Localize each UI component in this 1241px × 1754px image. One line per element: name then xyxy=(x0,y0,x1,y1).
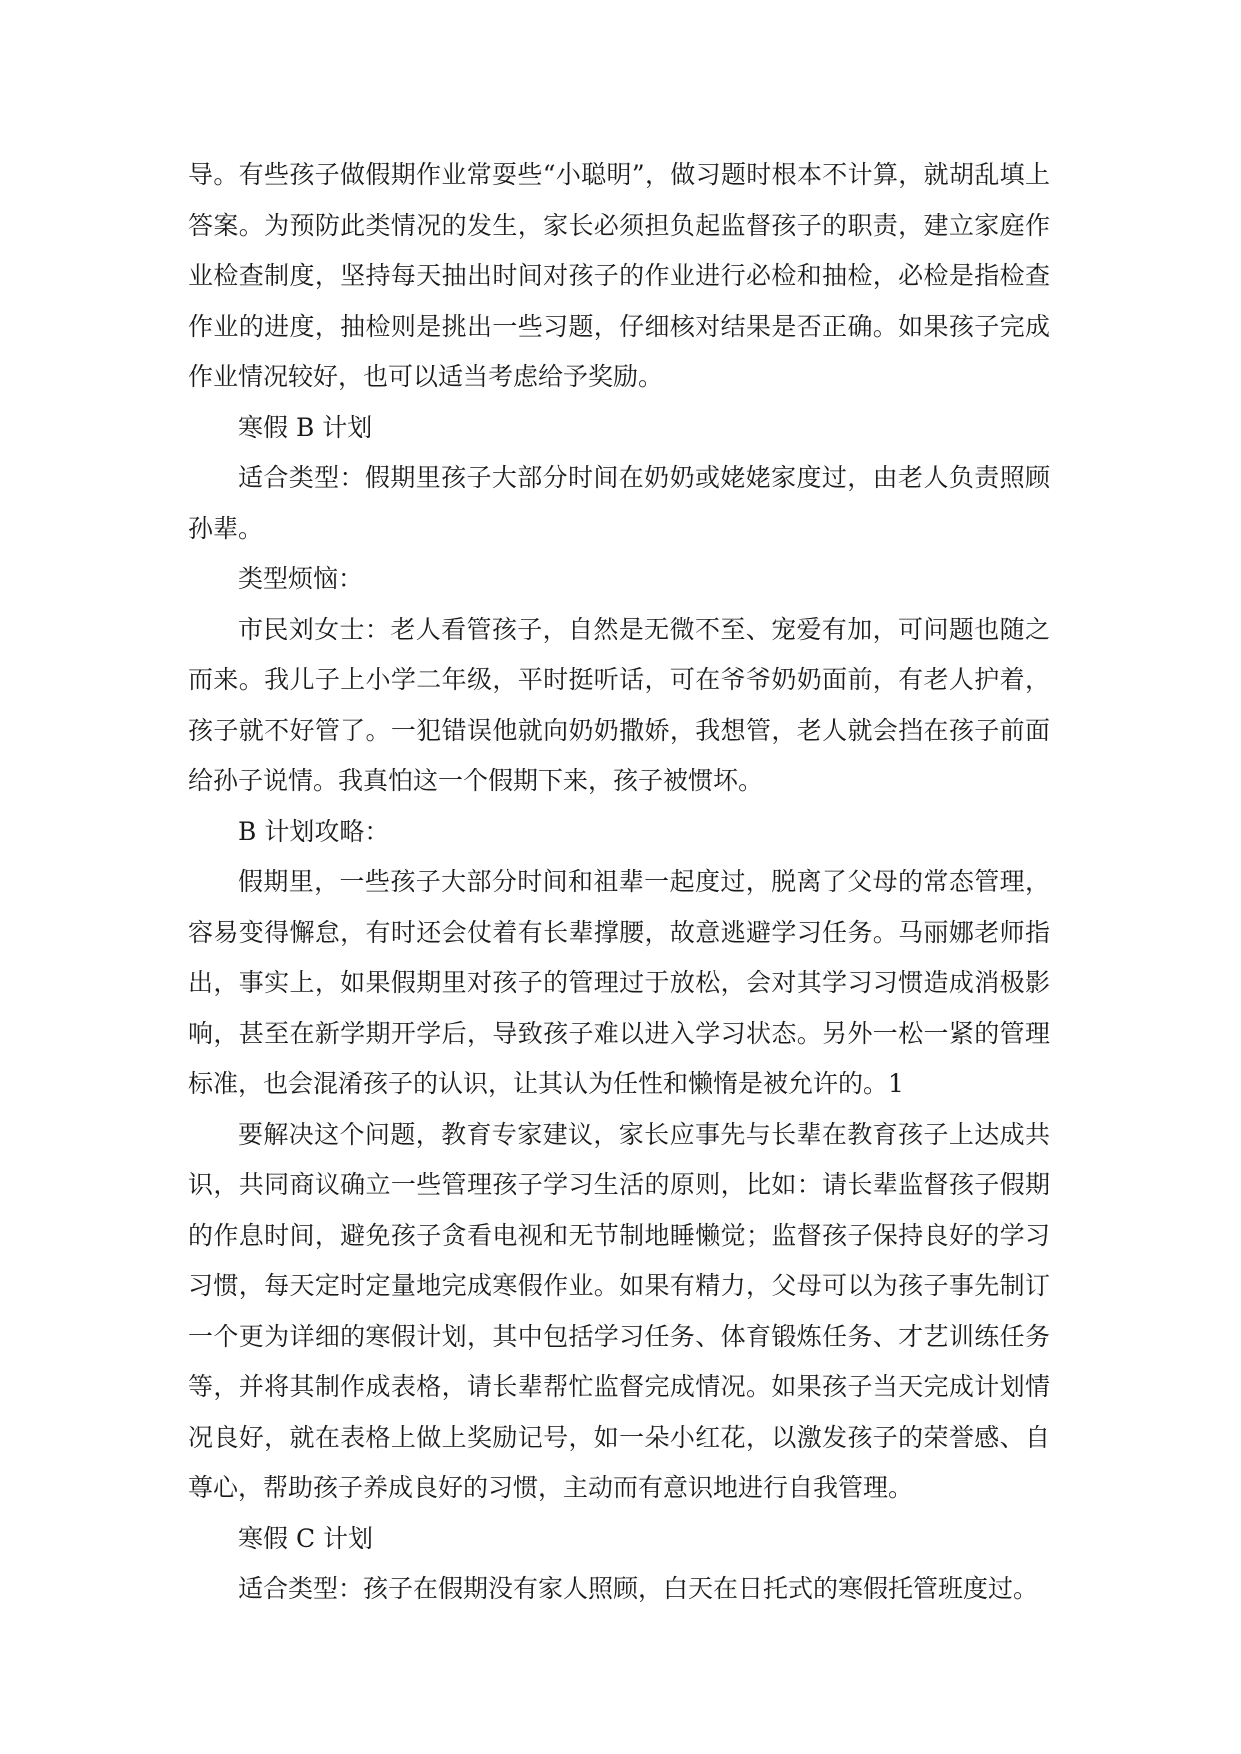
heading-plan-b: 寒假 B 计划 xyxy=(238,412,373,442)
paragraph-plan-b-analysis: 假期里，一些孩子大部分时间和祖辈一起度过，脱离了父母的常态管理，容易变得懈怠，有时还会仗着有长辈撑腰，故意逃避学习任务。马丽娜老师指出，事实上，如果假期里对孩子的管理过于放松，会对其学习习惯造成消极影响，甚至在新学期开学后，导致孩子难以进入学习状态。另外一松一紧的管理标准，也会混淆孩子的认识，让其认为任性和懒惰是被允许的。1 xyxy=(188,867,1050,1098)
heading-plan-c: 寒假 C 计划 xyxy=(238,1523,374,1553)
paragraph-citizen-quote: 市民刘女士：老人看管孩子，自然是无微不至、宠爱有加，可问题也随之而来。我儿子上小学二年级，平时挺听话，可在爷爷奶奶面前，有老人护着，孩子就不好管了。一犯错误他就向奶奶撒娇，我想管，老人就会挡在孩子前面给孙子说情。我真怕这一个假期下来，孩子被惯坏。 xyxy=(188,614,1050,795)
paragraph-plan-b-suitable-type: 适合类型：假期里孩子大部分时间在奶奶或姥姥家度过，由老人负责照顾孙辈。 xyxy=(188,463,1050,543)
paragraph-plan-c-suitable-type: 适合类型：孩子在假期没有家人照顾，白天在日托式的寒假托管班度过。 xyxy=(238,1574,1039,1603)
paragraph-expert-advice: 要解决这个问题，教育专家建议，家长应事先与长辈在教育孩子上达成共识，共同商议确立一些管理孩子学习生活的原则，比如：请长辈监督孩子假期的作息时间，避免孩子贪看电视和无节制地睡懒觉；监督孩子保持良好的学习习惯，每天定时定量地完成寒假作业。如果有精力，父母可以为孩子事先制订一个更为详细的寒假计划，其中包括学习任务、体育锻炼任务、才艺训练任务等，并将其制作成表格，请长辈帮忙监督完成情况。如果孩子当天完成计划情况良好，就在表格上做上奖励记号，如一朵小红花，以激发孩子的荣誉感、自尊心，帮助孩子养成良好的习惯，主动而有意识地进行自我管理。 xyxy=(188,1119,1050,1502)
paragraph-homework-check: 导。有些孩子做假期作业常耍些“小聪明”，做习题时根本不计算，就胡乱填上答案。为预防此类情况的发生，家长必须担负起监督孩子的职责，建立家庭作业检查制度，坚持每天抽出时间对孩子的作业进行必检和抽检，必检是指检查作业的进度，抽检则是挑出一些习题，仔细核对结果是否正确。如果孩子完成作业情况较好，也可以适当考虑给予奖励。 xyxy=(188,160,1050,391)
document-body xyxy=(188,150,1050,1615)
label-type-concern: 类型烦恼： xyxy=(238,564,364,593)
heading-plan-b-strategy: B 计划攻略： xyxy=(238,816,390,846)
